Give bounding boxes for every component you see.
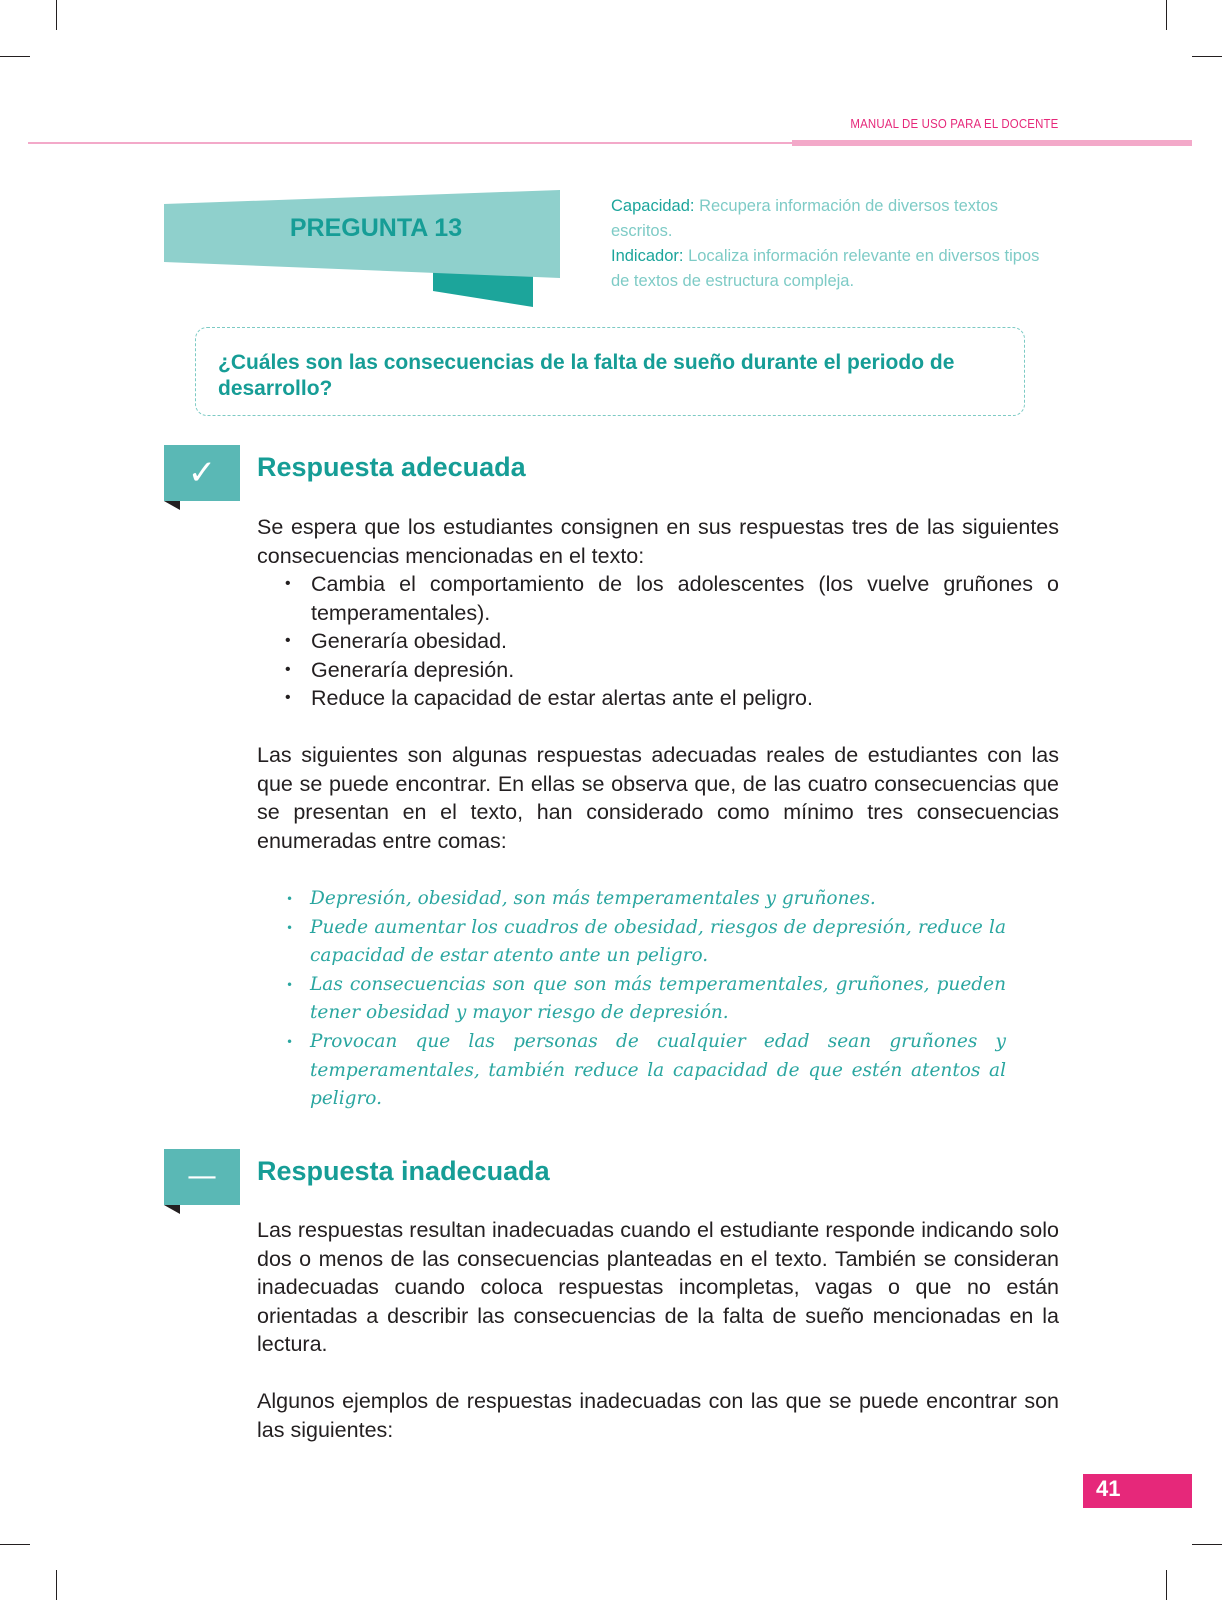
capacidad-text: Recupera información de diversos textos escritos. bbox=[611, 197, 999, 240]
list-item: • Reduce la capacidad de estar alertas ante el peligro. bbox=[257, 684, 1059, 713]
list-item: • Generaría obesidad. bbox=[257, 627, 1059, 656]
indicador-label: Indicador: bbox=[611, 247, 684, 265]
question-ribbon-banner bbox=[164, 190, 562, 310]
inadequate-title: Respuesta inadecuada bbox=[257, 1156, 550, 1186]
adequate-paragraph: Las siguientes son algunas respuestas adecuadas reales de estudiantes con las que se puede encontrar. En ellas se observa que, de las cuatro consecuencias que se presentan en el texto, han considerado como mínimo tres consecuencias enumeradas entre comas: bbox=[257, 743, 1059, 853]
adequate-bullet-list bbox=[257, 570, 1059, 713]
adequate-intro: Se espera que los estudiantes consignen en sus respuestas tres de las siguientes consecuencias mencionadas en el texto: bbox=[257, 515, 1059, 568]
adequate-title: Respuesta adecuada bbox=[257, 452, 526, 482]
minus-icon: — bbox=[187, 1159, 217, 1194]
indicador-text: Localiza información relevante en diversos tipos de textos de estructura compleja. bbox=[611, 247, 1040, 290]
tab-fold bbox=[164, 1205, 180, 1214]
inadequate-tab bbox=[164, 1149, 240, 1205]
list-item: • Cambia el comportamiento de los adolescentes (los vuelve gruñones o temperamentales). bbox=[257, 570, 1059, 627]
question-number-label: PREGUNTA 13 bbox=[289, 214, 463, 242]
crop-mark bbox=[1192, 56, 1222, 57]
crop-mark bbox=[56, 1570, 57, 1600]
check-icon: ✓ bbox=[187, 453, 217, 493]
page-number: 41 bbox=[1096, 1476, 1121, 1501]
capacidad-label: Capacidad: bbox=[611, 197, 695, 215]
crop-mark bbox=[0, 1544, 30, 1545]
tab-fold bbox=[164, 501, 180, 510]
crop-mark bbox=[56, 0, 57, 30]
manual-header-title: MANUAL DE USO PARA EL DOCENTE bbox=[849, 116, 1058, 131]
list-item: • Generaría depresión. bbox=[257, 656, 1059, 685]
question-text: ¿Cuáles son las consecuencias de la falta de sueño durante el periodo de desarrollo? bbox=[218, 351, 955, 400]
inadequate-paragraph: Las respuestas resultan inadecuadas cuando el estudiante responde indicando solo dos o menos de las consecuencias planteadas en el texto. También se consideran inadecuadas cuando coloca respuestas incompletas, vagas o que no están orientadas a describir las consecuencias de la falta de sueño mencionadas en la lectura. bbox=[257, 1218, 1059, 1356]
crop-mark bbox=[1166, 0, 1167, 30]
student-answer: • Provocan que las personas de cualquier edad sean gruñones y temperamentales, también reduce la capacidad de que estén atentos al peligro. bbox=[284, 1028, 1006, 1114]
header-accent-bar bbox=[792, 140, 1192, 146]
crop-mark bbox=[1166, 1570, 1167, 1600]
student-answer: • Puede aumentar los cuadros de obesidad, riesgos de depresión, reduce la capacidad de estar atento ante un peligro. bbox=[284, 914, 1006, 971]
student-answers-list bbox=[284, 885, 1006, 1114]
capacity-indicator-block bbox=[611, 194, 1051, 294]
adequate-tab bbox=[164, 445, 240, 501]
student-answer: • Las consecuencias son que son más temperamentales, gruñones, pueden tener obesidad y mayor riesgo de depresión. bbox=[284, 971, 1006, 1028]
inadequate-examples-intro: Algunos ejemplos de respuestas inadecuadas con las que se puede encontrar son las siguientes: bbox=[257, 1389, 1059, 1442]
student-answer: • Depresión, obesidad, son más temperamentales y gruñones. bbox=[284, 885, 1006, 914]
crop-mark bbox=[0, 56, 30, 57]
crop-mark bbox=[1192, 1544, 1222, 1545]
